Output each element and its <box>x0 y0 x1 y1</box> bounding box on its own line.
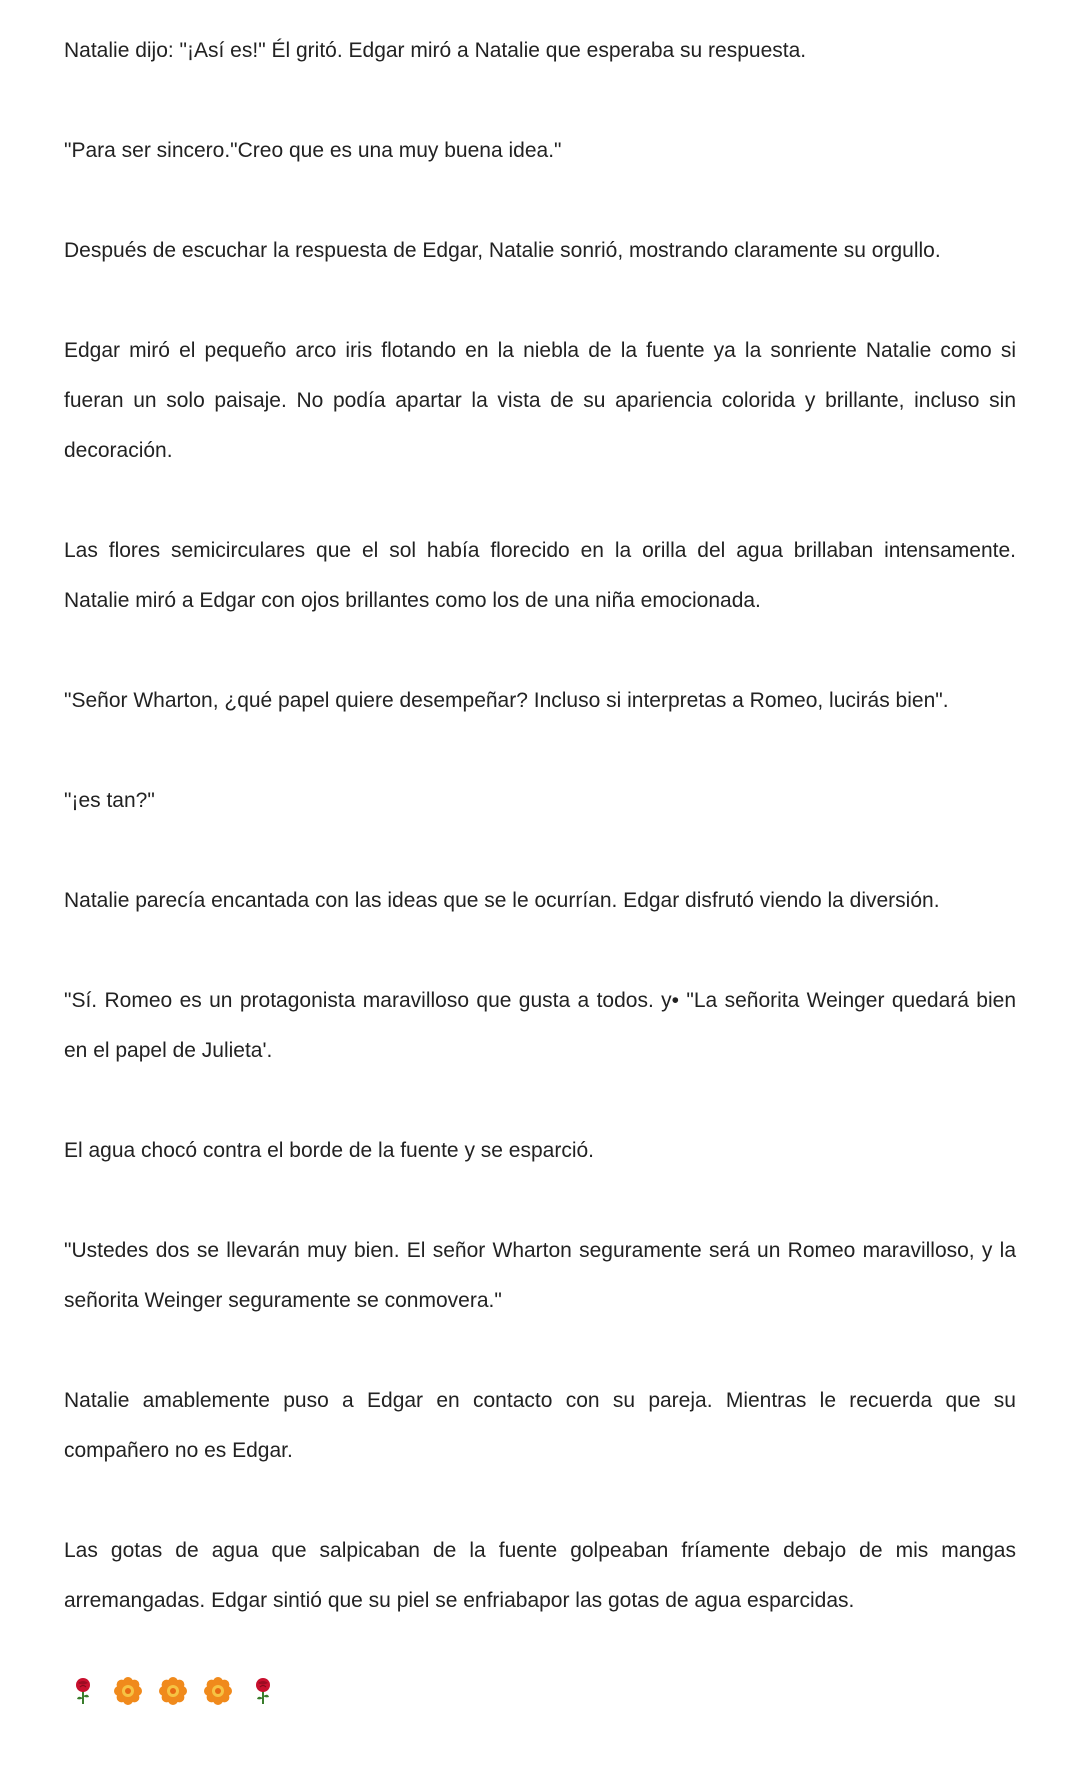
orange-flower-icon <box>203 1676 233 1706</box>
paragraph: "Ustedes dos se llevarán muy bien. El señor Wharton seguramente será un Romeo maravilloso, y la señorita Weinger seguramente se conmovera." <box>64 1239 1016 1312</box>
paragraph: "Señor Wharton, ¿qué papel quiere desempeñar? Incluso si interpretas a Romeo, lucirás bien". <box>64 689 949 712</box>
paragraph: "Sí. Romeo es un protagonista maravilloso que gusta a todos. y• "La señorita Weinger quedará bien en el papel de Julieta'. <box>64 989 1016 1062</box>
paragraph: Después de escuchar la respuesta de Edgar, Natalie sonrió, mostrando claramente su orgullo. <box>64 239 941 262</box>
paragraph: Natalie dijo: "¡Así es!" Él gritó. Edgar miró a Natalie que esperaba su respuesta. <box>64 39 807 62</box>
paragraph: "¡es tan?" <box>64 789 155 812</box>
paragraph: "Para ser sincero."Creo que es una muy buena idea." <box>64 139 562 162</box>
paragraph: Edgar miró el pequeño arco iris flotando en la niebla de la fuente ya la sonriente Natalie como si fueran un solo paisaje. No podía apartar la vista de su apariencia colorida y brillante, incluso sin decoración. <box>64 339 1016 462</box>
paragraph: Las gotas de agua que salpicaban de la fuente golpeaban fríamente debajo de mis mangas arremangadas. Edgar sintió que su piel se enfriabapor las gotas de agua esparcidas. <box>64 1539 1016 1612</box>
paragraph: El agua chocó contra el borde de la fuente y se esparció. <box>64 1139 595 1162</box>
rose-icon <box>68 1676 98 1706</box>
paragraph: Natalie amablemente puso a Edgar en contacto con su pareja. Mientras le recuerda que su compañero no es Edgar. <box>64 1389 1016 1462</box>
orange-flower-icon <box>113 1676 143 1706</box>
rose-icon <box>248 1676 278 1706</box>
emoji-divider <box>64 1676 1016 1706</box>
orange-flower-icon <box>158 1676 188 1706</box>
paragraph: Natalie parecía encantada con las ideas que se le ocurrían. Edgar disfrutó viendo la diversión. <box>64 889 940 912</box>
paragraph: Las flores semicirculares que el sol había florecido en la orilla del agua brillaban intensamente. Natalie miró a Edgar con ojos brillantes como los de una niña emocionada. <box>64 539 1016 612</box>
